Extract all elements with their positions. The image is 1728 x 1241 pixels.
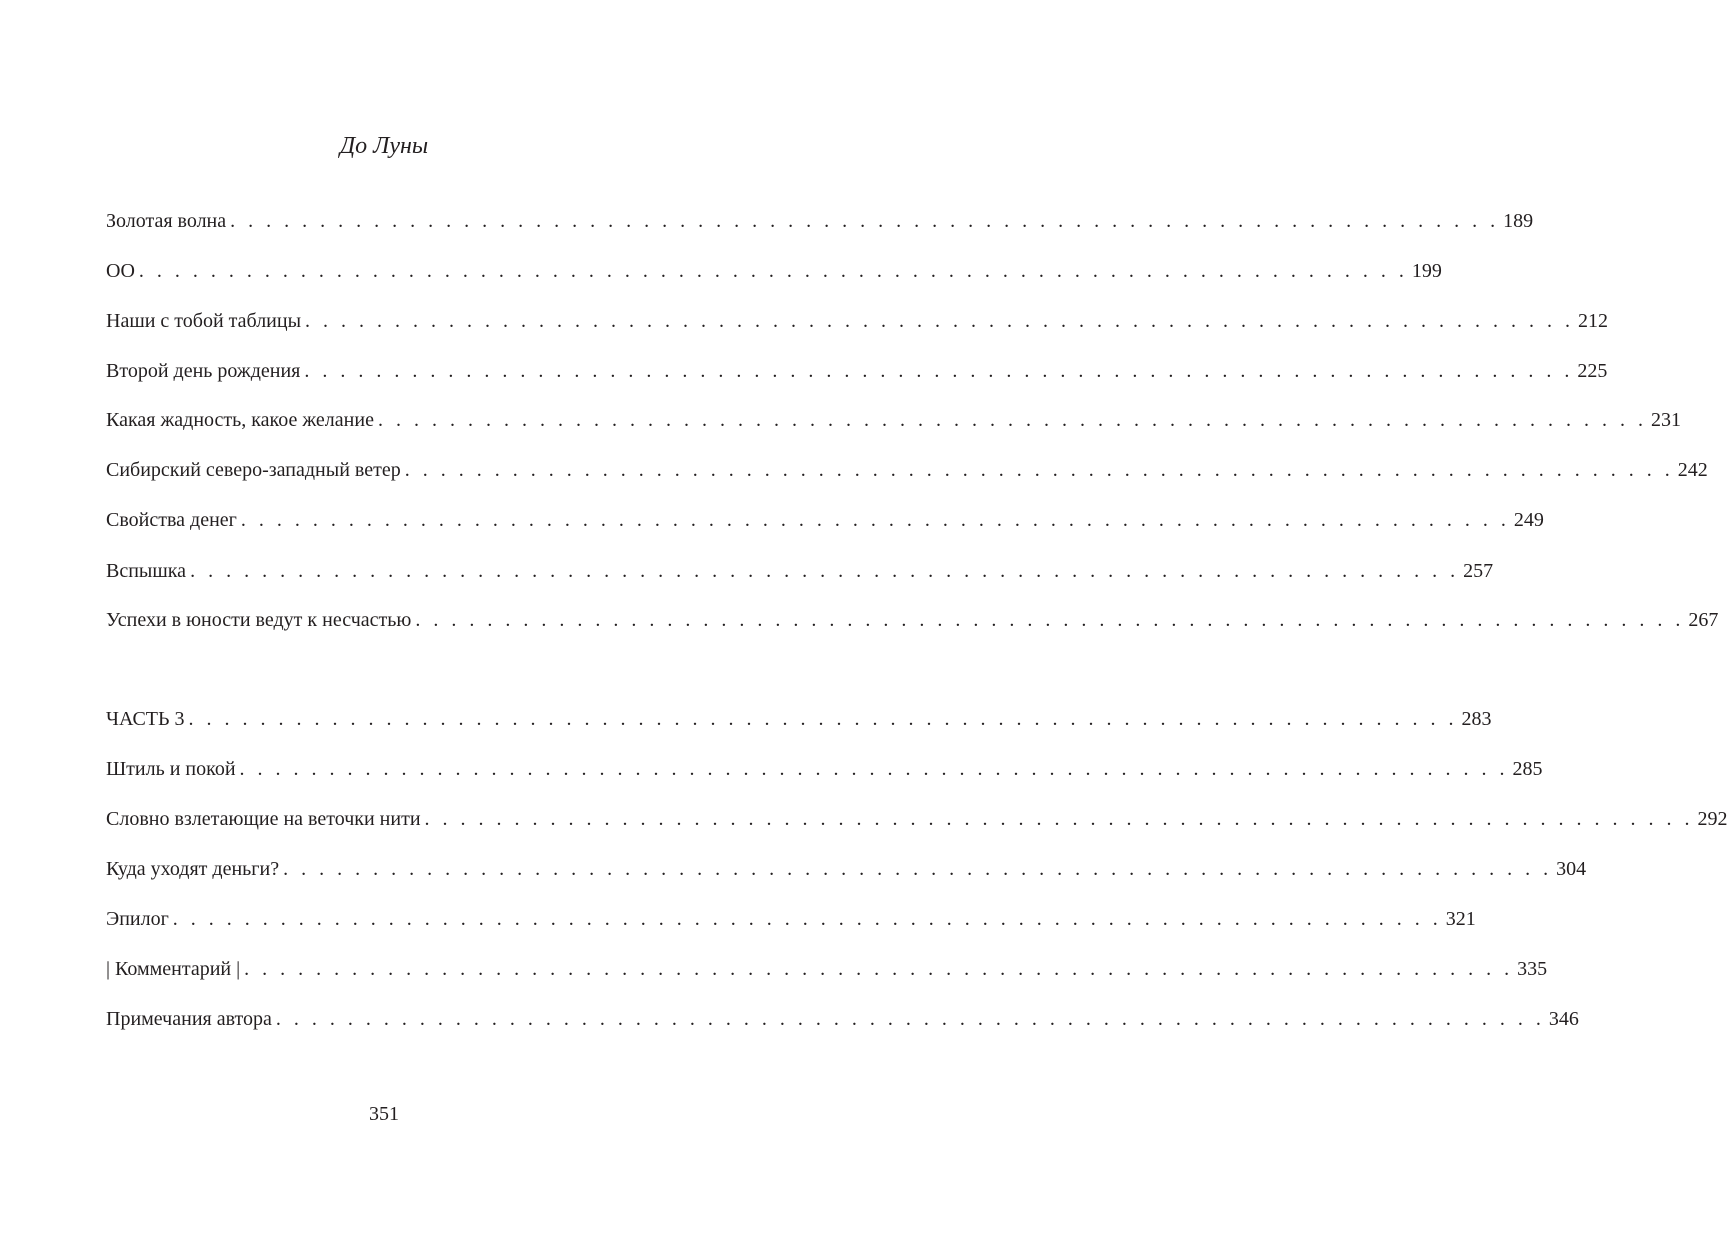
toc-leader-dots: . . . . . . . . . . . . . . . . . . . . . . . . . . . . . . . . . . . . . . . . . . . . . . . . . . . . . . . . . . . . . . . . . . . . . . .: [415, 609, 1685, 631]
toc-entry: [106, 456, 1708, 484]
toc-entry-page: 292: [1697, 808, 1728, 830]
toc-entry-title: Наши с тобой таблицы: [106, 310, 302, 332]
toc-entry-page: 321: [1445, 908, 1476, 930]
toc-entry-title: Эпилог: [106, 908, 169, 930]
toc-entry: [106, 805, 1728, 833]
toc-entry: [106, 1005, 1579, 1033]
toc-entry-page: 346: [1548, 1008, 1579, 1030]
toc-entry: [106, 257, 1442, 285]
toc-leader-dots: . . . . . . . . . . . . . . . . . . . . . . . . . . . . . . . . . . . . . . . . . . . . . . . . . . . . . . . . . . . . . . . . . . . . . . .: [138, 260, 1408, 282]
toc-entry-title: Свойства денег: [106, 509, 237, 531]
toc-entry-page: 199: [1411, 260, 1442, 282]
toc-entry-page: 285: [1512, 758, 1543, 780]
toc-entry-title: ЧАСТЬ 3: [106, 708, 185, 730]
toc-leader-dots: . . . . . . . . . . . . . . . . . . . . . . . . . . . . . . . . . . . . . . . . . . . . . . . . . . . . . . . . . . . . . . . . . . . . . . .: [275, 1008, 1545, 1030]
toc-leader-dots: . . . . . . . . . . . . . . . . . . . . . . . . . . . . . . . . . . . . . . . . . . . . . . . . . . . . . . . . . . . . . . . . . . . . . . .: [239, 758, 1509, 780]
toc-entry-page: 249: [1513, 509, 1544, 531]
toc-entry: [106, 955, 1548, 983]
toc-entry: [106, 357, 1608, 385]
toc-leader-dots: . . . . . . . . . . . . . . . . . . . . . . . . . . . . . . . . . . . . . . . . . . . . . . . . . . . . . . . . . . . . . . . . . . . . . . .: [377, 409, 1647, 431]
toc-entry-page: 212: [1578, 310, 1609, 332]
toc-entry: [106, 506, 1544, 534]
toc-leader-dots: . . . . . . . . . . . . . . . . . . . . . . . . . . . . . . . . . . . . . . . . . . . . . . . . . . . . . . . . . . . . . . . . . . . . . . .: [283, 858, 1553, 880]
toc-entry-page: 189: [1503, 210, 1534, 232]
toc-leader-dots: . . . . . . . . . . . . . . . . . . . . . . . . . . . . . . . . . . . . . . . . . . . . . . . . . . . . . . . . . . . . . . . . . . . . . . .: [188, 708, 1458, 730]
toc-entry-title: Куда уходят деньги?: [106, 858, 280, 880]
toc-entry: [106, 755, 1543, 783]
toc-entry-page: 335: [1517, 958, 1548, 980]
toc-entry-page: 231: [1650, 409, 1681, 431]
running-title: До Луны: [339, 133, 429, 159]
toc-entry-page: 225: [1577, 360, 1608, 382]
toc-leader-dots: . . . . . . . . . . . . . . . . . . . . . . . . . . . . . . . . . . . . . . . . . . . . . . . . . . . . . . . . . . . . . . . . . . . . . . .: [404, 459, 1674, 481]
toc-entry-title: ОО: [106, 260, 135, 282]
toc-entry-title: Вспышка: [106, 560, 187, 582]
toc-entry: [106, 307, 1609, 335]
toc-entry-title: Успехи в юности ведут к несчастью: [106, 609, 412, 631]
toc-entry: [106, 905, 1476, 933]
toc-leader-dots: . . . . . . . . . . . . . . . . . . . . . . . . . . . . . . . . . . . . . . . . . . . . . . . . . . . . . . . . . . . . . . . . . . . . . . .: [230, 210, 1500, 232]
toc-entry: [106, 406, 1681, 434]
toc-entry-page: 304: [1556, 858, 1587, 880]
toc-entry-title: Сибирский северо-западный ветер: [106, 459, 401, 481]
toc-leader-dots: . . . . . . . . . . . . . . . . . . . . . . . . . . . . . . . . . . . . . . . . . . . . . . . . . . . . . . . . . . . . . . . . . . . . . . .: [240, 509, 1510, 531]
toc-entry-title: Второй день рождения: [106, 360, 301, 382]
page-number: 351: [369, 1103, 399, 1125]
toc-leader-dots: . . . . . . . . . . . . . . . . . . . . . . . . . . . . . . . . . . . . . . . . . . . . . . . . . . . . . . . . . . . . . . . . . . . . . . .: [304, 360, 1574, 382]
toc-leader-dots: . . . . . . . . . . . . . . . . . . . . . . . . . . . . . . . . . . . . . . . . . . . . . . . . . . . . . . . . . . . . . . . . . . . . . . .: [424, 808, 1694, 830]
toc-entry-title: | Комментарий |: [106, 958, 241, 980]
toc-part-heading: [106, 705, 1492, 733]
toc-entry-title: Словно взлетающие на веточки нити: [106, 808, 421, 830]
toc-entry: [106, 855, 1587, 883]
toc-leader-dots: . . . . . . . . . . . . . . . . . . . . . . . . . . . . . . . . . . . . . . . . . . . . . . . . . . . . . . . . . . . . . . . . . . . . . . .: [244, 958, 1514, 980]
toc-leader-dots: . . . . . . . . . . . . . . . . . . . . . . . . . . . . . . . . . . . . . . . . . . . . . . . . . . . . . . . . . . . . . . . . . . . . . . .: [305, 310, 1575, 332]
toc-entry-page: 257: [1463, 560, 1494, 582]
toc-entry-title: Штиль и покой: [106, 758, 236, 780]
toc-entry: [106, 207, 1534, 235]
toc-entry-page: 242: [1677, 459, 1708, 481]
toc-entry-title: Золотая волна: [106, 210, 227, 232]
toc-entry-title: Примечания автора: [106, 1008, 272, 1030]
toc-entry: [106, 557, 1494, 585]
toc-entry: [106, 606, 1719, 634]
toc-entry-title: Какая жадность, какое желание: [106, 409, 374, 431]
toc-leader-dots: . . . . . . . . . . . . . . . . . . . . . . . . . . . . . . . . . . . . . . . . . . . . . . . . . . . . . . . . . . . . . . . . . . . . . . .: [190, 560, 1460, 582]
toc-leader-dots: . . . . . . . . . . . . . . . . . . . . . . . . . . . . . . . . . . . . . . . . . . . . . . . . . . . . . . . . . . . . . . . . . . . . . . .: [172, 908, 1442, 930]
toc-entry-page: 267: [1688, 609, 1719, 631]
toc-entry-page: 283: [1461, 708, 1492, 730]
